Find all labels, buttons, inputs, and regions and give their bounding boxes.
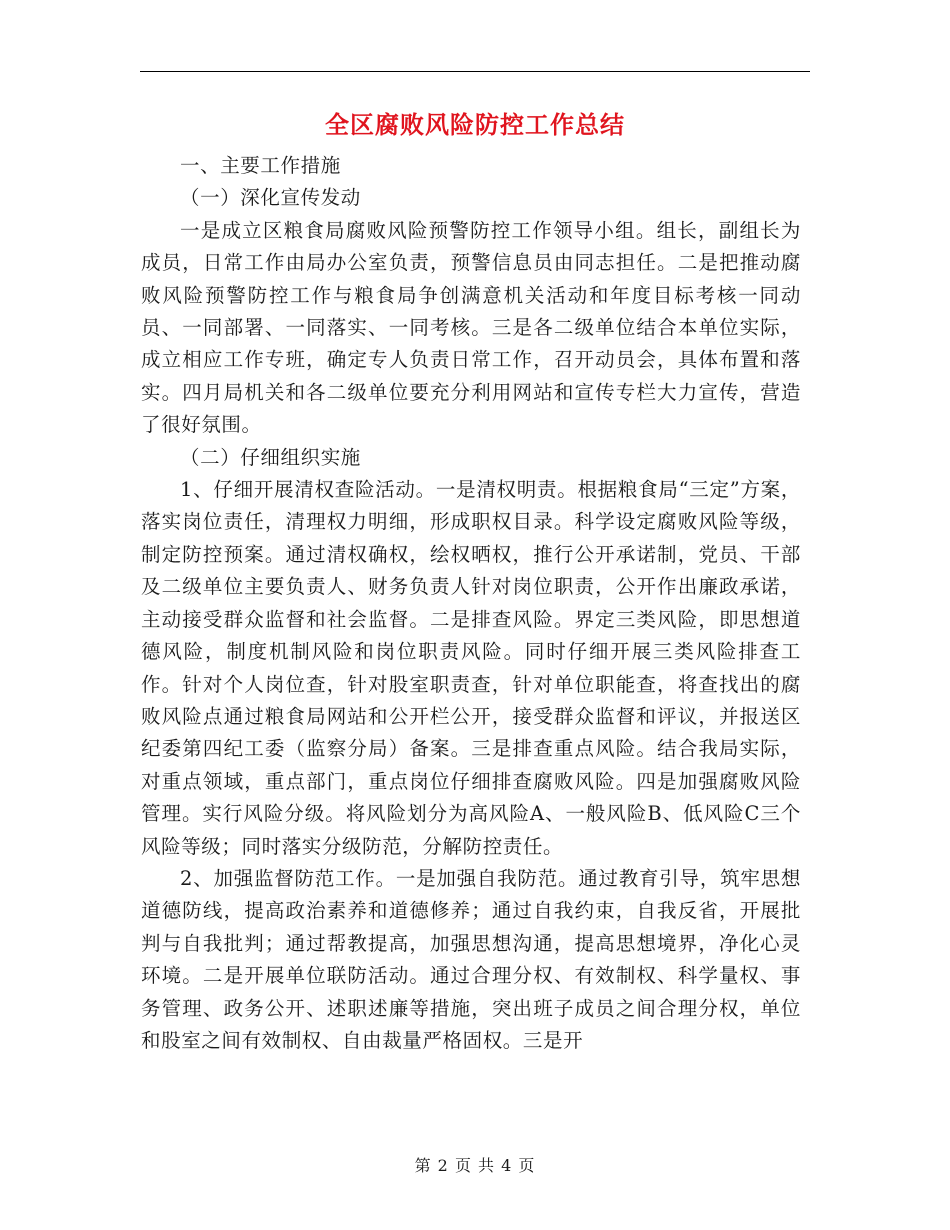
body-paragraph: 1、仔细开展清权查险活动。一是清权明责。根据粮食局“三定”方案，落实岗位责任，清理权力明细，形成职权目录。科学设定腐败风险等级，制定防控预案。通过清权确权，绘权晒权，推行公开承诺制，党员、干部及二级单位主要负责人、财务负责人针对岗位职责，公开作出廉政承诺，主动接受群众监督和社会监督。二是排查风险。界定三类风险，即思想道德风险，制度机制风险和岗位职责风险。同时仔细开展三类风险排查工作。针对个人岗位查，针对股室职责查，针对单位职能查，将查找出的腐败风险点通过粮食局网站和公开栏公开，接受群众监督和评议，并报送区纪委第四纪工委（监察分局）备案。三是排查重点风险。结合我局实际，对重点领域，重点部门，重点岗位仔细排查腐败风险。四是加强腐败风险管理。实行风险分级。将风险划分为高风险A、一般风险B、低风险C三个风险等级；同时落实分级防范，分解防控责任。	[141, 478, 801, 858]
subsection-heading: （二）仔细组织实施	[180, 445, 361, 469]
section-heading: 一、主要工作措施	[180, 154, 341, 177]
page-number: 第 2 页 共 4 页	[414, 1156, 536, 1175]
body-paragraph: 一是成立区粮食局腐败风险预警防控工作领导小组。组长，副组长为成员，日常工作由局办公室负责，预警信息员由同志担任。二是把推动腐败风险预警防控工作与粮食局争创满意机关活动和年度目标考核一同动员、一同部署、一同落实、一同考核。三是各二级单位结合本单位实际，成立相应工作专班，确定专人负责日常工作，召开动员会，具体布置和落实。四月局机关和各二级单位要充分利用网站和宣传专栏大力宣传，营造了很好氛围。	[141, 218, 801, 437]
document-title: 全区腐败风险防控工作总结	[325, 110, 625, 139]
document-body	[141, 150, 801, 1057]
header-rule	[140, 71, 810, 72]
body-paragraph: 2、加强监督防范工作。一是加强自我防范。通过教育引导，筑牢思想道德防线，提高政治素养和道德修养；通过自我约束，自我反省，开展批判与自我批判；通过帮教提高，加强思想沟通，提高思想境界，净化心灵环境。二是开展单位联防活动。通过合理分权、有效制权、科学量权、事务管理、政务公开、述职述廉等措施，突出班子成员之间合理分权，单位和股室之间有效制权、自由裁量严格固权。三是开	[141, 866, 801, 1052]
subsection-heading: （一）深化宣传发动	[180, 186, 361, 210]
